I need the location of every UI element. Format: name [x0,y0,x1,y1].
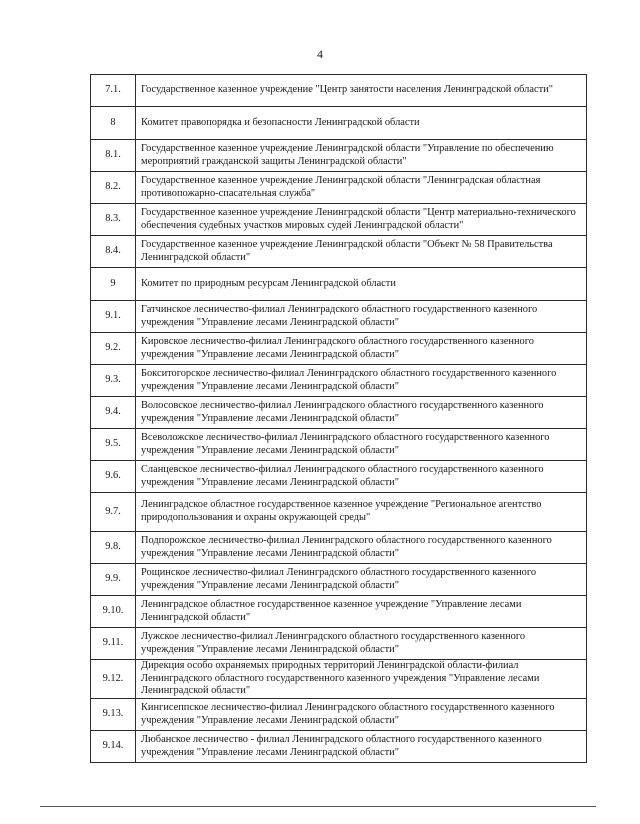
row-number: 9.2. [91,333,136,365]
institution-name: Кингисеппское лесничество-филиал Ленинградского областного государственного казенного учреждения "Управление лесами Ленинградской области" [136,699,587,731]
table-row [91,493,587,532]
row-number: 8.4. [91,236,136,268]
row-number: 9.5. [91,429,136,461]
row-number: 8.3. [91,204,136,236]
institution-name: Государственное казенное учреждение Ленинградской области "Объект № 58 Правительства Ленинградской области" [136,236,587,268]
row-number: 9.8. [91,532,136,564]
section-row [91,268,587,301]
institution-name: Дирекция особо охраняемых природных территорий Ленинградской области-филиал Ленинградского областного государственного казенного учреждения "Управление лесами Ленинградской области" [136,660,587,699]
row-number: 9.12. [91,660,136,699]
institution-name: Ленинградское областное государственное казенное учреждение "Управление лесами Ленинградской области" [136,596,587,628]
institution-name: Государственное казенное учреждение Ленинградской области "Управление по обеспечению мероприятий гражданской защиты Ленинградской области" [136,140,587,172]
institution-name: Кировское лесничество-филиал Ленинградского областного государственного казенного учреждения "Управление лесами Ленинградской области" [136,333,587,365]
table-row [91,628,587,660]
table-row [91,429,587,461]
table-row [91,397,587,429]
institution-name: Бокситогорское лесничество-филиал Ленинградского областного государственного казенного учреждения "Управление лесами Ленинградской области" [136,365,587,397]
institution-name: Подпорожское лесничество-филиал Ленинградского областного государственного казенного учреждения "Управление лесами Ленинградской области" [136,532,587,564]
section-row [91,107,587,140]
table-row [91,461,587,493]
table-row [91,333,587,365]
row-number: 9.3. [91,365,136,397]
table-row [91,301,587,333]
table-row [91,731,587,763]
row-number: 8.2. [91,172,136,204]
table-body [91,75,587,763]
bottom-rule [40,806,596,807]
table-row [91,172,587,204]
row-number: 8.1. [91,140,136,172]
institution-name: Государственное казенное учреждение Ленинградской области "Ленинградская областная противопожарно-спасательная служба" [136,172,587,204]
table-row [91,596,587,628]
institution-name: Государственное казенное учреждение "Центр занятости населения Ленинградской области" [136,75,587,107]
institution-name: Государственное казенное учреждение Ленинградской области "Центр материально-технического обеспечения судебных участков мировых судей Ленинградской области" [136,204,587,236]
row-number: 7.1. [91,75,136,107]
institution-name: Рощинское лесничество-филиал Ленинградского областного государственного казенного учреждения "Управление лесами Ленинградской области" [136,564,587,596]
institution-name: Волосовское лесничество-филиал Ленинградского областного государственного казенного учреждения "Управление лесами Ленинградской области" [136,397,587,429]
table-row [91,204,587,236]
institution-name: Любанское лесничество - филиал Ленинградского областного государственного казенного учреждения "Управление лесами Ленинградской области" [136,731,587,763]
table-row [91,140,587,172]
row-number: 9.6. [91,461,136,493]
row-number: 9 [91,268,136,301]
section-title: Комитет правопорядка и безопасности Ленинградской области [136,107,587,140]
row-number: 9.9. [91,564,136,596]
section-title: Комитет по природным ресурсам Ленинградской области [136,268,587,301]
institution-name: Ленинградское областное государственное казенное учреждение "Региональное агентство природопользования и охраны окружающей среды" [136,493,587,532]
table-row [91,532,587,564]
row-number: 9.13. [91,699,136,731]
row-number: 9.14. [91,731,136,763]
institution-name: Сланцевское лесничество-филиал Ленинградского областного государственного казенного учреждения "Управление лесами Ленинградской области" [136,461,587,493]
institution-name: Всеволожское лесничество-филиал Ленинградского областного государственного казенного учреждения "Управление лесами Ленинградской области" [136,429,587,461]
institution-name: Лужское лесничество-филиал Ленинградского областного государственного казенного учреждения "Управление лесами Ленинградской области" [136,628,587,660]
row-number: 9.11. [91,628,136,660]
institution-name: Гатчинское лесничество-филиал Ленинградского областного государственного казенного учреждения "Управление лесами Ленинградской области" [136,301,587,333]
page-number: 4 [317,47,323,61]
table-row [91,660,587,699]
table-row [91,236,587,268]
row-number: 9.4. [91,397,136,429]
row-number: 9.7. [91,493,136,532]
row-number: 9.1. [91,301,136,333]
table-row [91,365,587,397]
table-row [91,75,587,107]
table-row [91,564,587,596]
institutions-table [90,74,587,763]
table-row [91,699,587,731]
row-number: 9.10. [91,596,136,628]
row-number: 8 [91,107,136,140]
